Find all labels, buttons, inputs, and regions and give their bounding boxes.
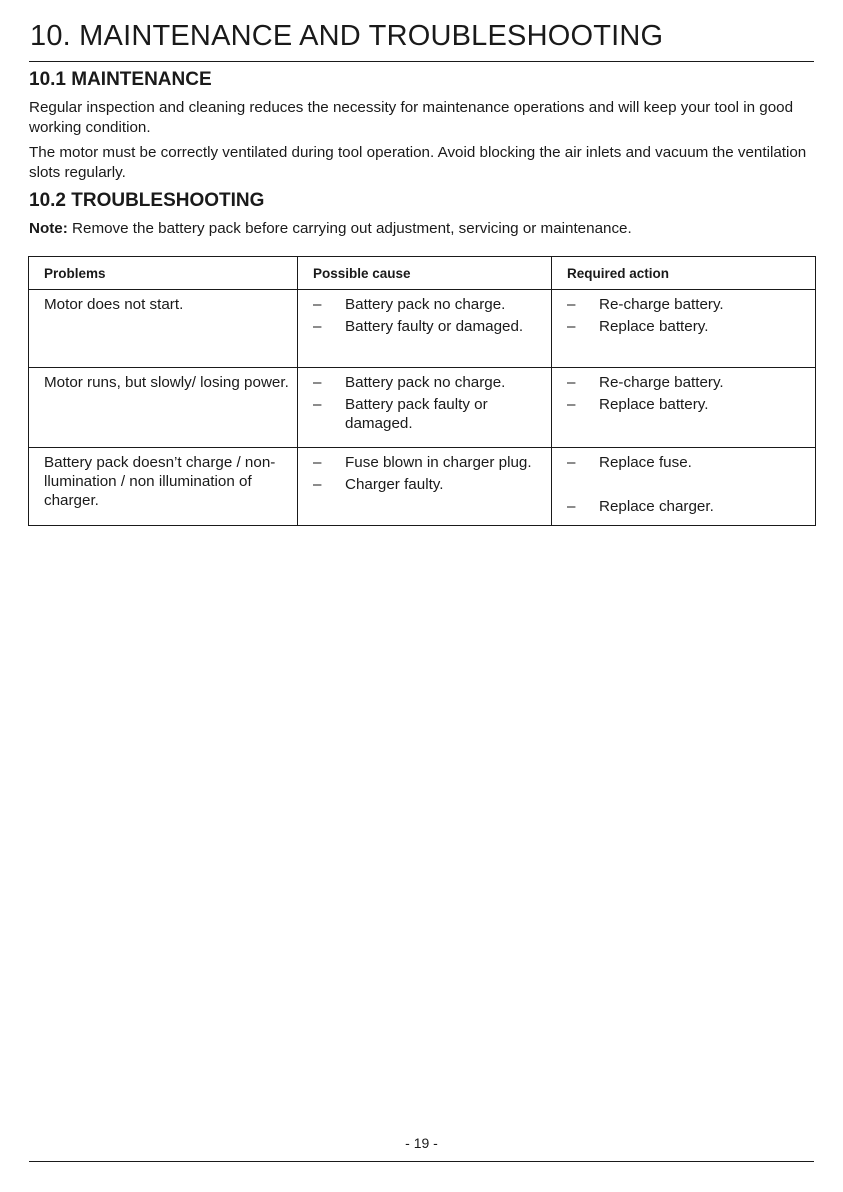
action-text: Replace fuse. xyxy=(599,454,692,471)
dash-bullet: – xyxy=(567,498,576,515)
page-title: 10. MAINTENANCE AND TROUBLESHOOTING xyxy=(30,20,664,52)
dash-bullet: – xyxy=(567,374,576,391)
action-text: Replace charger. xyxy=(599,498,714,515)
action-text: Re-charge battery. xyxy=(599,374,724,391)
dash-bullet: – xyxy=(313,454,322,471)
footer-divider xyxy=(29,1161,814,1162)
list-item xyxy=(567,395,807,414)
action-cell xyxy=(552,368,816,448)
cause-text: Battery pack no charge. xyxy=(345,374,506,391)
action-cell xyxy=(552,448,816,526)
dash-bullet: – xyxy=(567,318,576,335)
list-item xyxy=(567,295,807,314)
cause-cell xyxy=(298,448,552,526)
maintenance-paragraph-1: Regular inspection and cleaning reduces the necessity for maintenance operations and will keep your tool in good working condition. xyxy=(29,99,794,136)
dash-bullet: – xyxy=(313,396,322,413)
list-item xyxy=(313,373,543,392)
list-item xyxy=(313,317,543,336)
dash-bullet: – xyxy=(313,296,322,313)
cause-text: Charger faulty. xyxy=(345,476,444,493)
list-item xyxy=(313,295,543,314)
list-item xyxy=(567,497,807,516)
dash-bullet: – xyxy=(313,374,322,391)
dash-bullet: – xyxy=(567,396,576,413)
problem-cell: Motor runs, but slowly/ losing power. xyxy=(29,368,298,448)
troubleshooting-table xyxy=(28,256,816,526)
note-label: Note: xyxy=(29,220,68,237)
table-row xyxy=(29,448,816,526)
list-item xyxy=(313,395,543,433)
list-item xyxy=(313,475,543,494)
column-header-possible-cause: Possible cause xyxy=(298,257,552,290)
table-row xyxy=(29,368,816,448)
action-cell xyxy=(552,290,816,368)
action-text: Replace battery. xyxy=(599,318,709,335)
list-item xyxy=(567,373,807,392)
page-number: - 19 - xyxy=(405,1135,438,1151)
column-header-required-action: Required action xyxy=(552,257,816,290)
column-header-problems: Problems xyxy=(29,257,298,290)
action-text: Re-charge battery. xyxy=(599,296,724,313)
list-item xyxy=(567,453,807,472)
table-row xyxy=(29,290,816,368)
list-spacer xyxy=(567,475,807,494)
cause-cell xyxy=(298,368,552,448)
safety-note xyxy=(29,219,632,239)
list-item xyxy=(313,453,543,472)
problem-cell: Motor does not start. xyxy=(29,290,298,368)
dash-bullet: – xyxy=(313,318,322,335)
cause-text: Battery pack faulty or damaged. xyxy=(345,396,488,432)
table-header-row xyxy=(29,257,816,290)
cause-cell xyxy=(298,290,552,368)
cause-text: Fuse blown in charger plug. xyxy=(345,454,532,471)
cause-text: Battery pack no charge. xyxy=(345,296,506,313)
note-text: Remove the battery pack before carrying out adjustment, servicing or maintenance. xyxy=(67,220,632,237)
troubleshooting-heading: 10.2 TROUBLESHOOTING xyxy=(29,190,265,211)
dash-bullet: – xyxy=(567,454,576,471)
maintenance-paragraph-2: The motor must be correctly ventilated during tool operation. Avoid blocking the air inlets and vacuum the ventilation slots regularly. xyxy=(29,144,807,181)
dash-bullet: – xyxy=(313,476,322,493)
title-divider xyxy=(29,61,814,62)
problem-cell: Battery pack doesn’t charge / non-llumination / non illumination of charger. xyxy=(29,448,298,526)
cause-text: Battery faulty or damaged. xyxy=(345,318,524,335)
maintenance-heading: 10.1 MAINTENANCE xyxy=(29,69,212,90)
action-text: Replace battery. xyxy=(599,396,709,413)
list-item xyxy=(567,317,807,336)
dash-bullet: – xyxy=(567,296,576,313)
